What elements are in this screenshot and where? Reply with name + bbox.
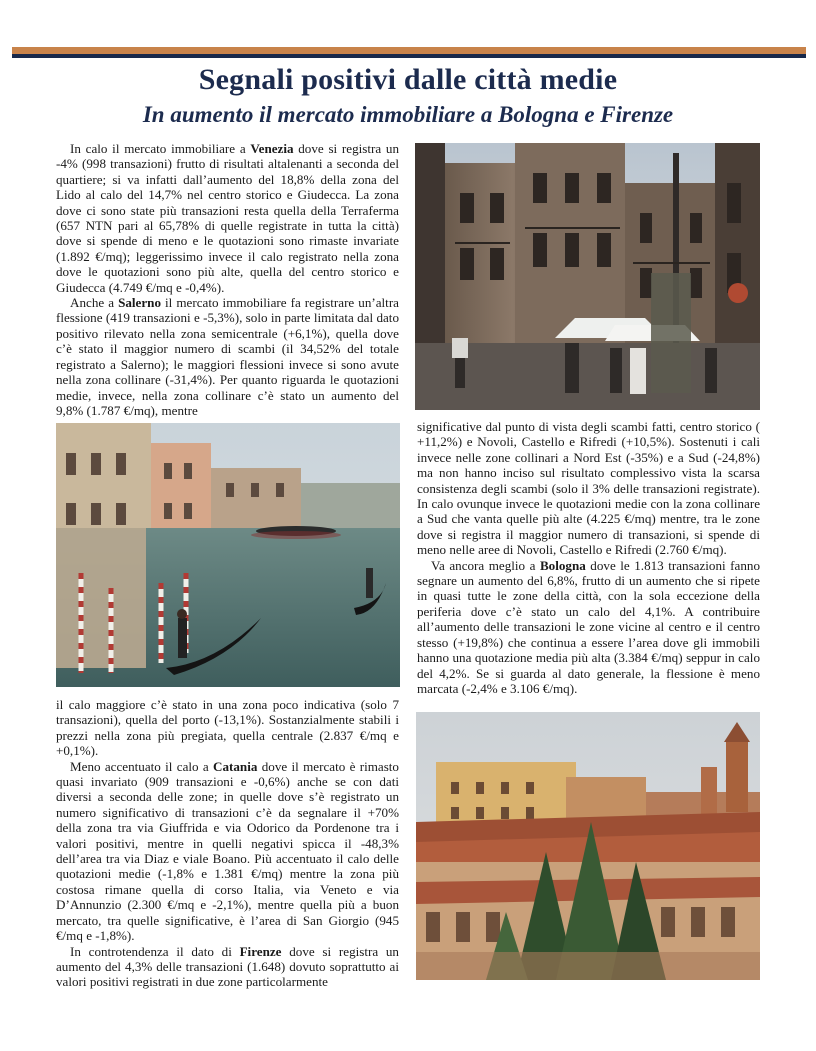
paragraph-catania: Meno accentuato il calo a Catania dove il mercato è rimasto quasi invariato (909 transazioni e -0,6%) anche se con dati diversi a seconda delle zone; in quelle dove s’è registrato un numero significativo di transazioni c’è da segnalare il +70% della zona tra via Giuffrida e via Odorico da Pordenone tra i valori positivi, mentre in quelli negativi spicca il -48,3% dell’area tra via Diaz e viale Boano. Più accentuato il calo delle quotazioni medie (-1,8% e 1.381 €/mq) mentre la zona più costosa rimane quella di corso Italia, via Veneto e via D’Annunzio (2.300 €/mq e -2,1%), mentre quella più a buon mercato, tra quelle significative, è l’area di San Giorgio (945 €/mq e -1,8%). — [56, 758, 399, 944]
city-bologna: Bologna — [539, 557, 586, 573]
paragraph-firenze-cont: significative dal punto di vista degli scambi fatti, centro storico ( +11,2%) e Novoli, Castello e Rifredi (+10,5%). Sostenuti i cali invece nelle zone collinari a Nord Est (-35%) e a Sud (-24,8%) ma non hanno inciso sul risultato complessivo vista la scarsa consistenza degli scambi (solo il 3% delle transazioni registrate). In calo ovunque invece le quotazioni medie con la zona collinare a Sud che vanta quelle più alte (4.225 €/mq) mentre, tra le zone dove si registra il maggior numero di transazioni, si spende di meno nelle aree di Novoli, Castello e Rifredi (2.760 €/mq). — [417, 419, 760, 558]
header-rule-navy — [12, 54, 806, 58]
header-rule-orange — [12, 47, 806, 54]
paragraph-salerno: Anche a Salerno il mercato immobiliare fa registrare un’altra flessione (419 transazioni e -5,3%), solo in parte limitata dal dato positivo rilevato nella zona semicentrale (+6,1%), quella dove c’è stato il maggior numero di scambi (il 34,52% del totale registrato a Salerno); le maggiori flessioni invece si sono avute nella zona collinare (-31,4%). Per quanto riguarda le quotazioni medie, invece, nella zona collinare c’è stato un aumento del 9,8% (1.787 €/mq), mentre — [56, 295, 399, 418]
paragraph-salerno-cont: il calo maggiore c’è stato in una zona poco indicativa (solo 7 transazioni), quella del porto (-13,1%). Sostanzialmente stabili i prezzi nella zona più pregiata, quella centrale (2.837 €/mq e +0,1%). — [56, 697, 399, 759]
photo-venezia-canal — [56, 423, 400, 687]
paragraph-bologna: Va ancora meglio a Bologna dove le 1.813 transazioni fanno segnare un aumento del 6,8%, frutto di un aumento che si ripete in quasi tutte le zone della città, con la sola eccezione della periferia dove c’è stato un calo del 4,1%. A contribuire all’aumento delle transazioni le zone vicine al centro e il centro stesso (+19,8%) che continua a essere l’area dove gli immobili hanno una quotazione media più alta (3.384 €/mq) seppur in calo del 4,2%. Se si guarda al dato generale, la flessione è meno marcata (-2,4% e 3.106 €/mq). — [417, 557, 760, 696]
city-firenze: Firenze — [239, 943, 282, 959]
city-catania: Catania — [213, 758, 258, 774]
city-salerno: Salerno — [118, 295, 161, 311]
article-title: Segnali positivi dalle città medie — [198, 63, 618, 96]
paragraph-firenze: In controtendenza il dato di Firenze dove si registra un aumento del 4,3% delle transazioni (1.648) dovuto soprattutto ai valori positivi registrati in due zone particolarmente — [56, 943, 399, 990]
paragraph-venezia: In calo il mercato immobiliare a Venezia dove si registra un -4% (998 transazioni) frutto di risultati altalenanti a seconda del quartiere; si va infatti dall’aumento del 18,8% della zona del Lido al calo del 14,7% nel centro storico e Giudecca. La zona dove ci sono state più transazioni resta quella della Terraferma (657 NTN pari al 65,78% di quelle registrate in tutta la città) dove si spende di meno e le quotazioni sono rimaste invariate (1.892 €/mq); leggerissimo invece il calo registrato nella zona dove le quotazioni sono più alte, quella del centro storico e Giudecca (4.749 €/mq e -0,4%). — [56, 141, 400, 295]
photo-catania-street — [415, 143, 760, 410]
text-col1-upper — [56, 141, 399, 418]
city-venezia: Venezia — [250, 141, 294, 156]
text-col1-lower — [56, 697, 399, 990]
text-col2 — [417, 419, 760, 696]
article-subtitle: In aumento il mercato immobiliare a Bologna e Firenze — [142, 102, 674, 127]
photo-bologna-rooftops — [416, 712, 760, 980]
